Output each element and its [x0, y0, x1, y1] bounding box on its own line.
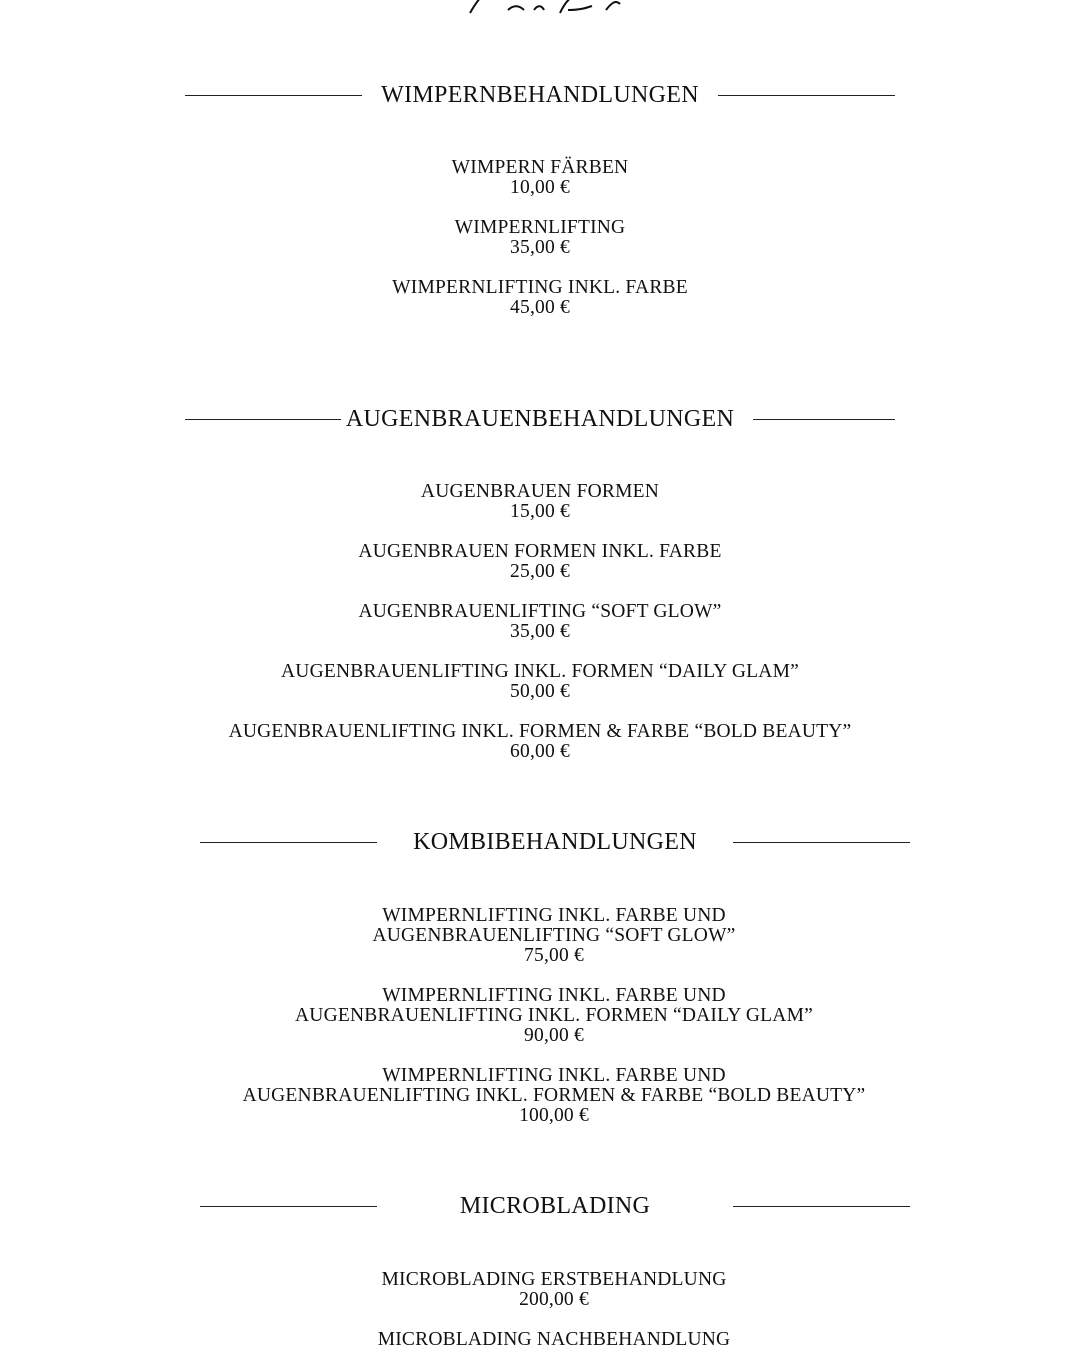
heading-rule-right	[718, 95, 895, 96]
section-heading-microblading	[200, 1191, 910, 1221]
section-title: KOMBIBEHANDLUNGEN	[413, 829, 697, 855]
heading-rule-right	[733, 1206, 910, 1207]
item-name-line1: WIMPERNLIFTING INKL. FARBE UND	[382, 905, 726, 926]
price-item	[0, 218, 1080, 258]
price-item	[0, 542, 1080, 582]
item-name: MICROBLADING ERSTBEHANDLUNG	[381, 1269, 727, 1290]
item-price: 100,00 €	[519, 1105, 589, 1126]
section-heading-kombi	[200, 827, 910, 857]
price-item	[14, 906, 1080, 966]
item-name: MICROBLADING NACHBEHANDLUNG	[377, 1329, 731, 1350]
section-title: MICROBLADING	[459, 1193, 651, 1219]
price-item	[0, 158, 1080, 198]
item-price: 45,00 €	[510, 297, 570, 318]
item-name: AUGENBRAUENLIFTING INKL. FORMEN “DAILY GLAM”	[281, 661, 799, 682]
price-item	[0, 662, 1080, 702]
price-item	[0, 482, 1080, 522]
item-name-line2: AUGENBRAUENLIFTING “SOFT GLOW”	[372, 925, 736, 946]
item-price: 200,00 €	[519, 1289, 589, 1310]
item-name-line1: WIMPERNLIFTING INKL. FARBE UND	[382, 985, 726, 1006]
item-price: 10,00 €	[510, 177, 570, 198]
script-title-lettering	[410, 0, 670, 15]
item-name: WIMPERNLIFTING	[454, 217, 626, 238]
price-item	[0, 722, 1080, 762]
item-price: 15,00 €	[510, 501, 570, 522]
section-heading-wimpern	[185, 80, 895, 110]
item-name: WIMPERN FÄRBEN	[451, 157, 629, 178]
page-script-title	[0, 0, 1080, 15]
item-name-line2: AUGENBRAUENLIFTING INKL. FORMEN & FARBE “BOLD BEAUTY”	[242, 1085, 866, 1106]
item-name-line2: AUGENBRAUENLIFTING INKL. FORMEN “DAILY GLAM”	[295, 1005, 813, 1026]
heading-rule-right	[753, 419, 895, 420]
item-name: AUGENBRAUEN FORMEN INKL. FARBE	[358, 541, 722, 562]
item-name: WIMPERNLIFTING INKL. FARBE	[392, 277, 688, 298]
item-price: 35,00 €	[510, 621, 570, 642]
item-name: AUGENBRAUENLIFTING “SOFT GLOW”	[358, 601, 722, 622]
price-item	[14, 1066, 1080, 1126]
price-item	[14, 1330, 1080, 1350]
item-price: 50,00 €	[510, 681, 570, 702]
item-price: 35,00 €	[510, 237, 570, 258]
item-name-line1: WIMPERNLIFTING INKL. FARBE UND	[382, 1065, 726, 1086]
price-item	[14, 1270, 1080, 1310]
price-item	[14, 986, 1080, 1046]
section-heading-augenbrauen	[185, 404, 895, 434]
price-item	[0, 602, 1080, 642]
section-title: AUGENBRAUENBEHANDLUNGEN	[345, 406, 735, 432]
item-price: 75,00 €	[524, 945, 584, 966]
section-title: WIMPERNBEHANDLUNGEN	[381, 82, 699, 108]
item-price: 25,00 €	[510, 561, 570, 582]
heading-rule-right	[733, 842, 910, 843]
item-price: 90,00 €	[524, 1025, 584, 1046]
price-item	[0, 278, 1080, 318]
item-name: AUGENBRAUEN FORMEN	[420, 481, 660, 502]
item-name: AUGENBRAUENLIFTING INKL. FORMEN & FARBE “BOLD BEAUTY”	[228, 721, 852, 742]
item-price: 60,00 €	[510, 741, 570, 762]
